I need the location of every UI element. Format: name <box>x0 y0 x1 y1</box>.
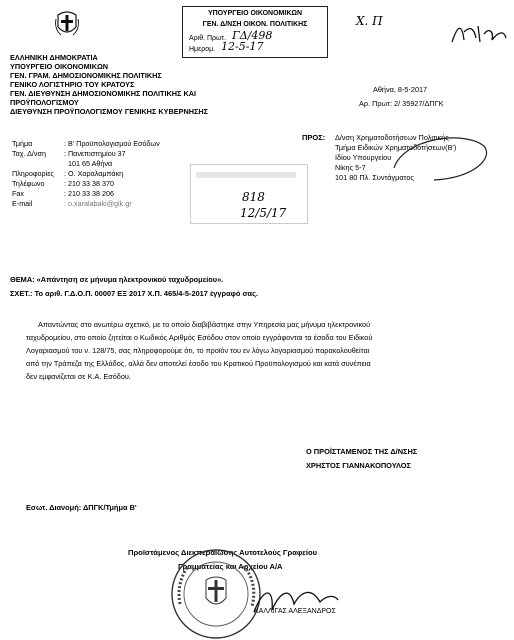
handwritten-receipt-number: 818 <box>242 190 265 204</box>
header-line: ΓΕΝ. ΓΡΑΜ. ΔΗΜΟΣΙΟΝΟΜΙΚΗΣ ΠΟΛΙΤΙΚΗΣ <box>10 71 162 80</box>
top-handwritten-note: Χ. Π <box>356 14 383 28</box>
body-line: ταχυδρομείου, στο οποίο ζητείται ο Κωδικός Αριθμός Εσόδου στον οποίο εγγράφονται τα έσοδα του Ειδικού <box>26 333 373 342</box>
recipient-label: ΠΡΟΣ: <box>302 133 326 142</box>
email-label: E-mail <box>12 199 33 208</box>
protocol-number: Αρ. Πρωτ: 2/ 35927/ΔΠΓΚ <box>359 99 444 108</box>
header-line: ΕΛΛΗΝΙΚΗ ΔΗΜΟΚΡΑΤΙΑ <box>10 53 98 62</box>
recipient-line: 101 80 Πλ. Συντάγματος <box>335 173 414 182</box>
recipient-line: Τμήμα Ειδικών Χρηματοδοτήσεων(Β') <box>335 143 457 152</box>
department-value: : Β' Προϋπολογισμού Εσόδων <box>64 139 160 148</box>
info-value: : Ο. Χαραλαμπάκη <box>64 169 124 178</box>
header-line: ΔΙΕΥΘΥΝΣΗ ΠΡΟΫΠΟΛΟΓΙΣΜΟΥ ΓΕΝΙΚΗΣ ΚΥΒΕΡΝΗΣΗΣ <box>10 107 209 116</box>
stamp-line-1: ΥΠΟΥΡΓΕΙΟ ΟΙΚΟΝΟΜΙΚΩΝ <box>207 10 303 17</box>
body-line: δεν εμφανίζεται σε Κ.Α. Εσόδου. <box>26 372 131 381</box>
stamp-line-2: ΓΕΝ. Δ/ΝΣΗ ΟΙΚΟΝ. ΠΟΛΙΤΙΚΗΣ <box>202 21 308 28</box>
certification-line-1: Προϊστάμενος Διεκπεραίωσης Αυτοτελούς Γραφείου <box>128 548 318 557</box>
address-value: : Πανεπιστημίου 37 <box>64 149 126 158</box>
signature-name: ΧΡΗΣΤΟΣ ΓΙΑΝΝΑΚΟΠΟΥΛΟΣ <box>306 461 411 470</box>
recipient-line: Δ/νση Χρηματοδοτήσεων Πολιτικής <box>335 133 449 142</box>
certifier-name: ΚΑΛΛΙΓΑΣ ΑΛΕΞΑΝΔΡΟΣ <box>254 608 336 615</box>
handwritten-circle-mark <box>384 128 494 188</box>
stamp-date-value: 12-5-17 <box>221 40 264 53</box>
department-label: Τμήμα <box>12 139 33 148</box>
phone-label: Τηλέφωνο <box>12 179 45 188</box>
stamp-date-label: Ημερομ. <box>189 46 216 53</box>
email-value: : o.xaralabaki@glk.gr <box>64 199 132 208</box>
handwritten-receipt-date: 12/5/17 <box>240 206 287 220</box>
contact-block <box>12 139 160 209</box>
header-line: ΥΠΟΥΡΓΕΙΟ ΟΙΚΟΝΟΜΙΚΩΝ <box>10 62 109 71</box>
signature-title: Ο ΠΡΟΪΣΤΑΜΕΝΟΣ ΤΗΣ Δ/ΝΣΗΣ <box>306 447 418 456</box>
recipient-line: Ιδίου Υπουργείου <box>335 153 392 162</box>
fax-label: Fax <box>12 189 24 198</box>
date-place: Αθήνα, 8-5-2017 <box>373 85 428 94</box>
header-line: ΠΡΟΫΠΟΛΟΓΙΣΜΟΥ <box>10 98 79 107</box>
stamp-prot-label: Αριθ. Πρωτ. <box>189 35 227 42</box>
internal-distribution: Εσωτ. Διανομή: ΔΠΓΚ/Τμήμα Β' <box>26 503 137 512</box>
subject-thema: ΘΕΜΑ: «Απάντηση σε μήνυμα ηλεκτρονικού ταχυδρομείου». <box>10 275 224 284</box>
subject-reference: ΣΧΕΤ.: Το αριθ. Γ.Δ.Ο.Π. 00007 ΕΞ 2017 Χ.Π. 465/4-5-2017 έγγραφό σας. <box>10 289 258 298</box>
sender-header <box>10 53 208 116</box>
certification-line-2: Γραμματείας και Αρχείου Α/Α <box>178 562 283 571</box>
info-label: Πληροφορίες <box>12 169 54 178</box>
body-line: Λογαριασμού του ν. 128/75, σας πληροφορούμε ότι, το προϊόν του εν λόγω λογαριασμού παρακολουθείται <box>26 346 370 355</box>
recipient-line: Νίκης 5-7 <box>335 163 366 172</box>
header-line: ΓΕΝΙΚΟ ΛΟΓΙΣΤΗΡΙΟ ΤΟΥ ΚΡΑΤΟΥΣ <box>10 80 135 89</box>
fax-value: : 210 33 38 206 <box>64 189 114 198</box>
header-line: ΓΕΝ. ΔΙΕΥΘΥΝΣΗ ΔΗΜΟΣΙΟΝΟΜΙΚΗΣ ΠΟΛΙΤΙΚΗΣ ΚΑΙ <box>10 89 197 98</box>
address-label: Ταχ. Δ/νση <box>12 149 46 158</box>
receipt-stamp <box>182 6 328 58</box>
scan-smudge <box>196 172 296 178</box>
phone-value: : 210 33 38 370 <box>64 179 114 188</box>
body-line: από την Τράπεζα της Ελλάδος, αλλά δεν αποτελεί έσοδο του Κρατικού Προϋπολογισμού και κατά συνέπεια <box>26 359 371 368</box>
handwritten-initials <box>448 20 508 46</box>
city-value: 101 65 Αθήνα <box>68 159 113 168</box>
body-paragraph <box>26 318 496 383</box>
handwritten-signature <box>250 582 340 622</box>
greek-coat-of-arms-icon <box>55 9 79 39</box>
body-line: Απαντώντας στο ανωτέρω σχετικό, με το οποίο διαβιβάστηκε στην Υπηρεσία μας μήνυμα ηλεκτρονικού <box>38 320 371 329</box>
stamp-prot-value: ΓΔ/498 <box>232 29 273 42</box>
